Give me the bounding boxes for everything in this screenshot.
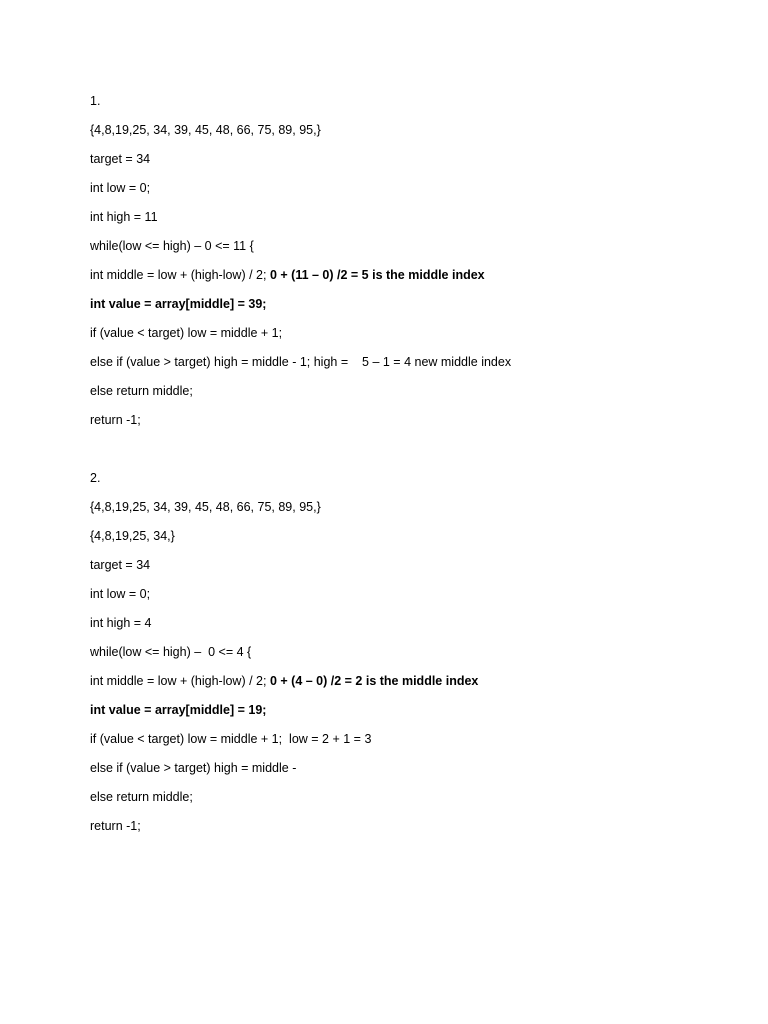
- section-2-else-if-gt: else if (value > target) high = middle -: [90, 761, 297, 775]
- section-1-middle-line: [90, 266, 730, 284]
- section-1-number: 1.: [90, 94, 101, 108]
- section-1-if-lt: if (value < target) low = middle + 1;: [90, 326, 283, 340]
- section-2-if-lt: if (value < target) low = middle + 1; low = 2 + 1 = 3: [90, 732, 372, 746]
- section-1-low: int low = 0;: [90, 181, 151, 195]
- section-2-middle-code: int middle = low + (high-low) / 2;: [90, 674, 270, 688]
- section-spacer: [90, 440, 730, 469]
- section-1-high: int high = 11: [90, 210, 158, 224]
- section-2-while: while(low <= high) – 0 <= 4 {: [90, 645, 252, 659]
- section-1-while: while(low <= high) – 0 <= 11 {: [90, 239, 254, 253]
- section-1-return: return -1;: [90, 413, 141, 427]
- section-1-middle-note: 0 + (11 – 0) /2 = 5 is the middle index: [269, 268, 485, 282]
- section-2-high: int high = 4: [90, 616, 152, 630]
- document-body: [90, 92, 730, 846]
- section-2-middle-note: 0 + (4 – 0) /2 = 2 is the middle index: [269, 674, 479, 688]
- section-2-value: int value = array[middle] = 19;: [90, 703, 267, 717]
- section-2-else-return: else return middle;: [90, 790, 193, 804]
- section-2-return: return -1;: [90, 819, 141, 833]
- section-1-value: int value = array[middle] = 39;: [90, 297, 267, 311]
- section-1-middle-code: int middle = low + (high-low) / 2;: [90, 268, 270, 282]
- section-2-middle-line: [90, 672, 730, 690]
- section-1-else-if-gt: else if (value > target) high = middle - 1; high = 5 – 1 = 4 new middle index: [90, 355, 512, 369]
- section-1-target: target = 34: [90, 152, 151, 166]
- section-2-low: int low = 0;: [90, 587, 151, 601]
- section-2-target: target = 34: [90, 558, 151, 572]
- section-2-array: {4,8,19,25, 34, 39, 45, 48, 66, 75, 89, 95,}: [90, 500, 321, 514]
- section-2-array-sub: {4,8,19,25, 34,}: [90, 529, 175, 543]
- section-1-else-return: else return middle;: [90, 384, 193, 398]
- section-1-array: {4,8,19,25, 34, 39, 45, 48, 66, 75, 89, 95,}: [90, 123, 321, 137]
- section-2-number: 2.: [90, 471, 101, 485]
